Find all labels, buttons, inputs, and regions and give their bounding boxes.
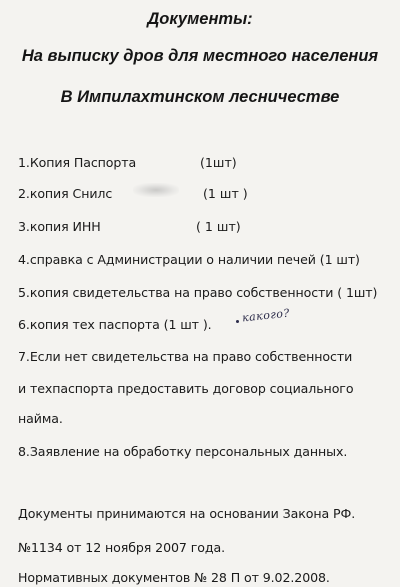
list-item-8: 8.Заявление на обработку персональных данных.	[18, 444, 348, 459]
list-item-6: 6.копия тех паспорта (1 шт ).	[18, 317, 212, 332]
list-item-2-qty: (1 шт )	[203, 186, 248, 201]
list-item-2: 2.копия Снилс	[18, 186, 113, 201]
list-item-7-cont-2: найма.	[18, 411, 63, 426]
handwritten-dot	[236, 320, 239, 323]
list-item-1-qty: (1шт)	[200, 155, 237, 170]
list-item-1: 1.Копия Паспорта	[18, 155, 137, 170]
list-item-3-qty: ( 1 шт)	[196, 219, 241, 234]
blurred-mark	[133, 183, 179, 197]
footer-line-2: №1134 от 12 ноября 2007 года.	[18, 540, 225, 555]
footer-line-3: Нормативных документов № 28 П от 9.02.2008.	[18, 570, 330, 585]
list-item-4: 4.справка с Администрации о наличии печей (1 шт)	[18, 252, 360, 267]
list-item-3: 3.копия ИНН	[18, 219, 101, 234]
handwritten-note: какого?	[241, 306, 291, 325]
document-subtitle: На выписку дров для местного населения	[21, 47, 379, 65]
list-item-7: 7.Если нет свидетельства на право собственности	[18, 349, 353, 364]
footer-line-1: Документы принимаются на основании Закона РФ.	[18, 506, 356, 521]
list-item-5: 5.копия свидетельства на право собственности ( 1шт)	[18, 285, 378, 300]
list-item-7-cont: и техпаспорта предоставить договор социального	[18, 381, 354, 396]
document-subtitle-2: В Импилахтинском лесничестве	[60, 88, 340, 106]
document-title: Документы:	[147, 10, 253, 28]
